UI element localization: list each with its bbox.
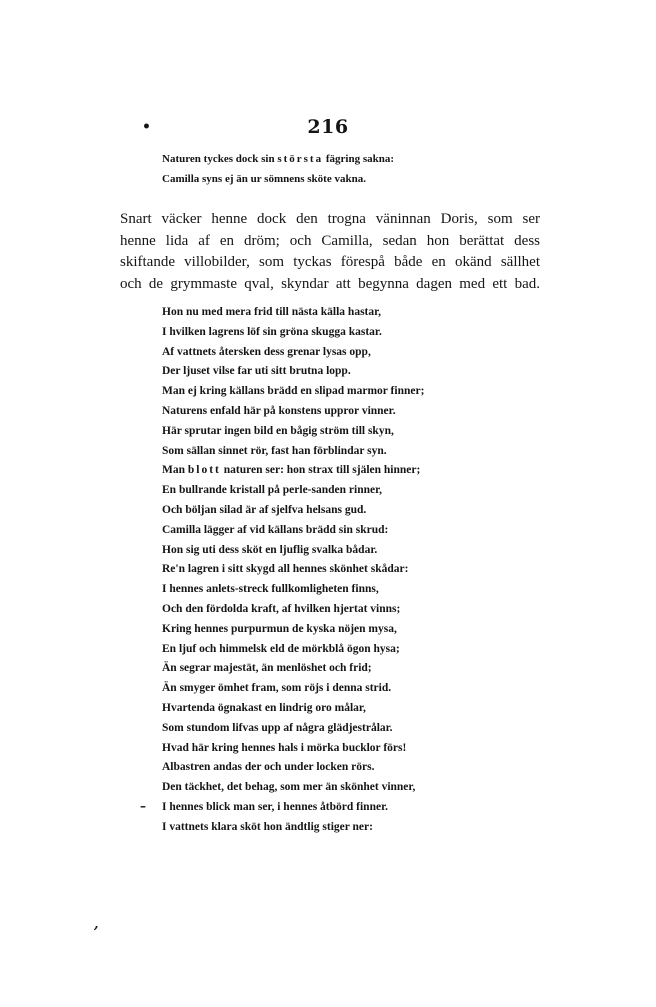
poem-line: Hvartenda ögnakast en lindrig oro målar, xyxy=(162,701,366,714)
poem-line: Naturens enfald här på konstens uppror vinner. xyxy=(162,404,396,417)
poem-line: Här sprutar ingen bild en bågig ström till skyn, xyxy=(162,424,394,437)
poem-text: naturen ser: hon strax till själen hinner; xyxy=(220,464,421,477)
epigraph-line xyxy=(162,149,462,169)
poem-line: En ljuf och himmelsk eld de mörkblå ögon hysa; xyxy=(162,642,400,655)
prose-line: skiftande villobilder, som tyckas förespå både en okänd sällhet xyxy=(120,254,540,270)
poem-line: Hvad här kring hennes hals i mörka bucklor förs! xyxy=(162,741,407,754)
poem-line: Och den fördolda kraft, af hvilken hjertat vinns; xyxy=(162,602,401,615)
poem-line: I hennes blick man ser, i hennes åtbörd finner. xyxy=(162,800,388,813)
page-number: 216 xyxy=(307,116,349,138)
emphasized-word: blott xyxy=(187,464,221,477)
poem-line: Hon nu med mera frid till nästa källa hastar, xyxy=(162,306,382,318)
poem-line: Den täckhet, det behag, som mer än skönhet vinner, xyxy=(162,781,416,794)
poem-line: Af vattnets återsken dess grenar lysas opp, xyxy=(162,345,371,358)
poem-line: Kring hennes purpurmun de kyska nöjen mysa, xyxy=(162,622,397,635)
poem-line: Än segrar majestät, än menlöshet och frid; xyxy=(162,662,372,675)
epigraph-line: Camilla syns ej än ur sömnens sköte vakna. xyxy=(162,173,366,185)
poem-text: Man xyxy=(162,464,188,477)
prose-line: henne lida af en dröm; och Camilla, sedan hon berättat dess xyxy=(120,232,540,249)
poem-line: Som stundom lifvas upp af några glädjestrålar. xyxy=(162,721,393,734)
prose-paragraph xyxy=(120,209,540,295)
poem-line: I hvilken lagrens löf sin gröna skugga kastar. xyxy=(162,325,382,338)
poem-line: Än smyger ömhet fram, som röjs i denna strid. xyxy=(162,682,392,695)
poem-line: Re'n lagren i sitt skygd all hennes skönhet skådar: xyxy=(162,563,409,576)
epigraph xyxy=(162,149,462,189)
poem-line: Albastren andas der och under locken rörs. xyxy=(162,761,375,774)
prose-line: och de grymmaste qval, skyndar att begynna dagen med ett bad. xyxy=(120,275,540,292)
poem-line: I vattnets klara sköt hon ändtlig stiger ner: xyxy=(162,820,373,833)
emphasized-word: största xyxy=(277,153,324,165)
poem-line xyxy=(162,461,492,481)
poem-line: En bullrande kristall på perle-sanden rinner, xyxy=(162,484,383,497)
poem-line: I hennes anlets-streck fullkomligheten finns, xyxy=(162,583,379,596)
poem-line: Camilla lägger af vid källans brädd sin skrud: xyxy=(162,523,389,536)
epigraph-text: Naturen tyckes dock sin xyxy=(162,153,278,165)
poem-line: Som sällan sinnet rör, fast han förblindar syn. xyxy=(162,444,387,457)
poem-line: Der ljuset vilse far uti sitt brutna lopp. xyxy=(162,365,351,378)
bullet-mark: • xyxy=(142,119,151,135)
stray-mark: , xyxy=(94,917,99,932)
epigraph-text: fägring sakna: xyxy=(323,153,394,165)
dash-mark: – xyxy=(140,799,146,813)
poem-line: Man ej kring källans brädd en slipad marmor finner; xyxy=(162,385,425,398)
prose-line: Snart väcker henne dock den trogna väninnan Doris, som ser xyxy=(120,211,540,227)
poem-verse xyxy=(162,303,492,838)
poem-line: Och böljan silad är af sjelfva helsans gud. xyxy=(162,503,367,516)
poem-line: Hon sig uti dess sköt en ljuflig svalka bådar. xyxy=(162,543,378,556)
